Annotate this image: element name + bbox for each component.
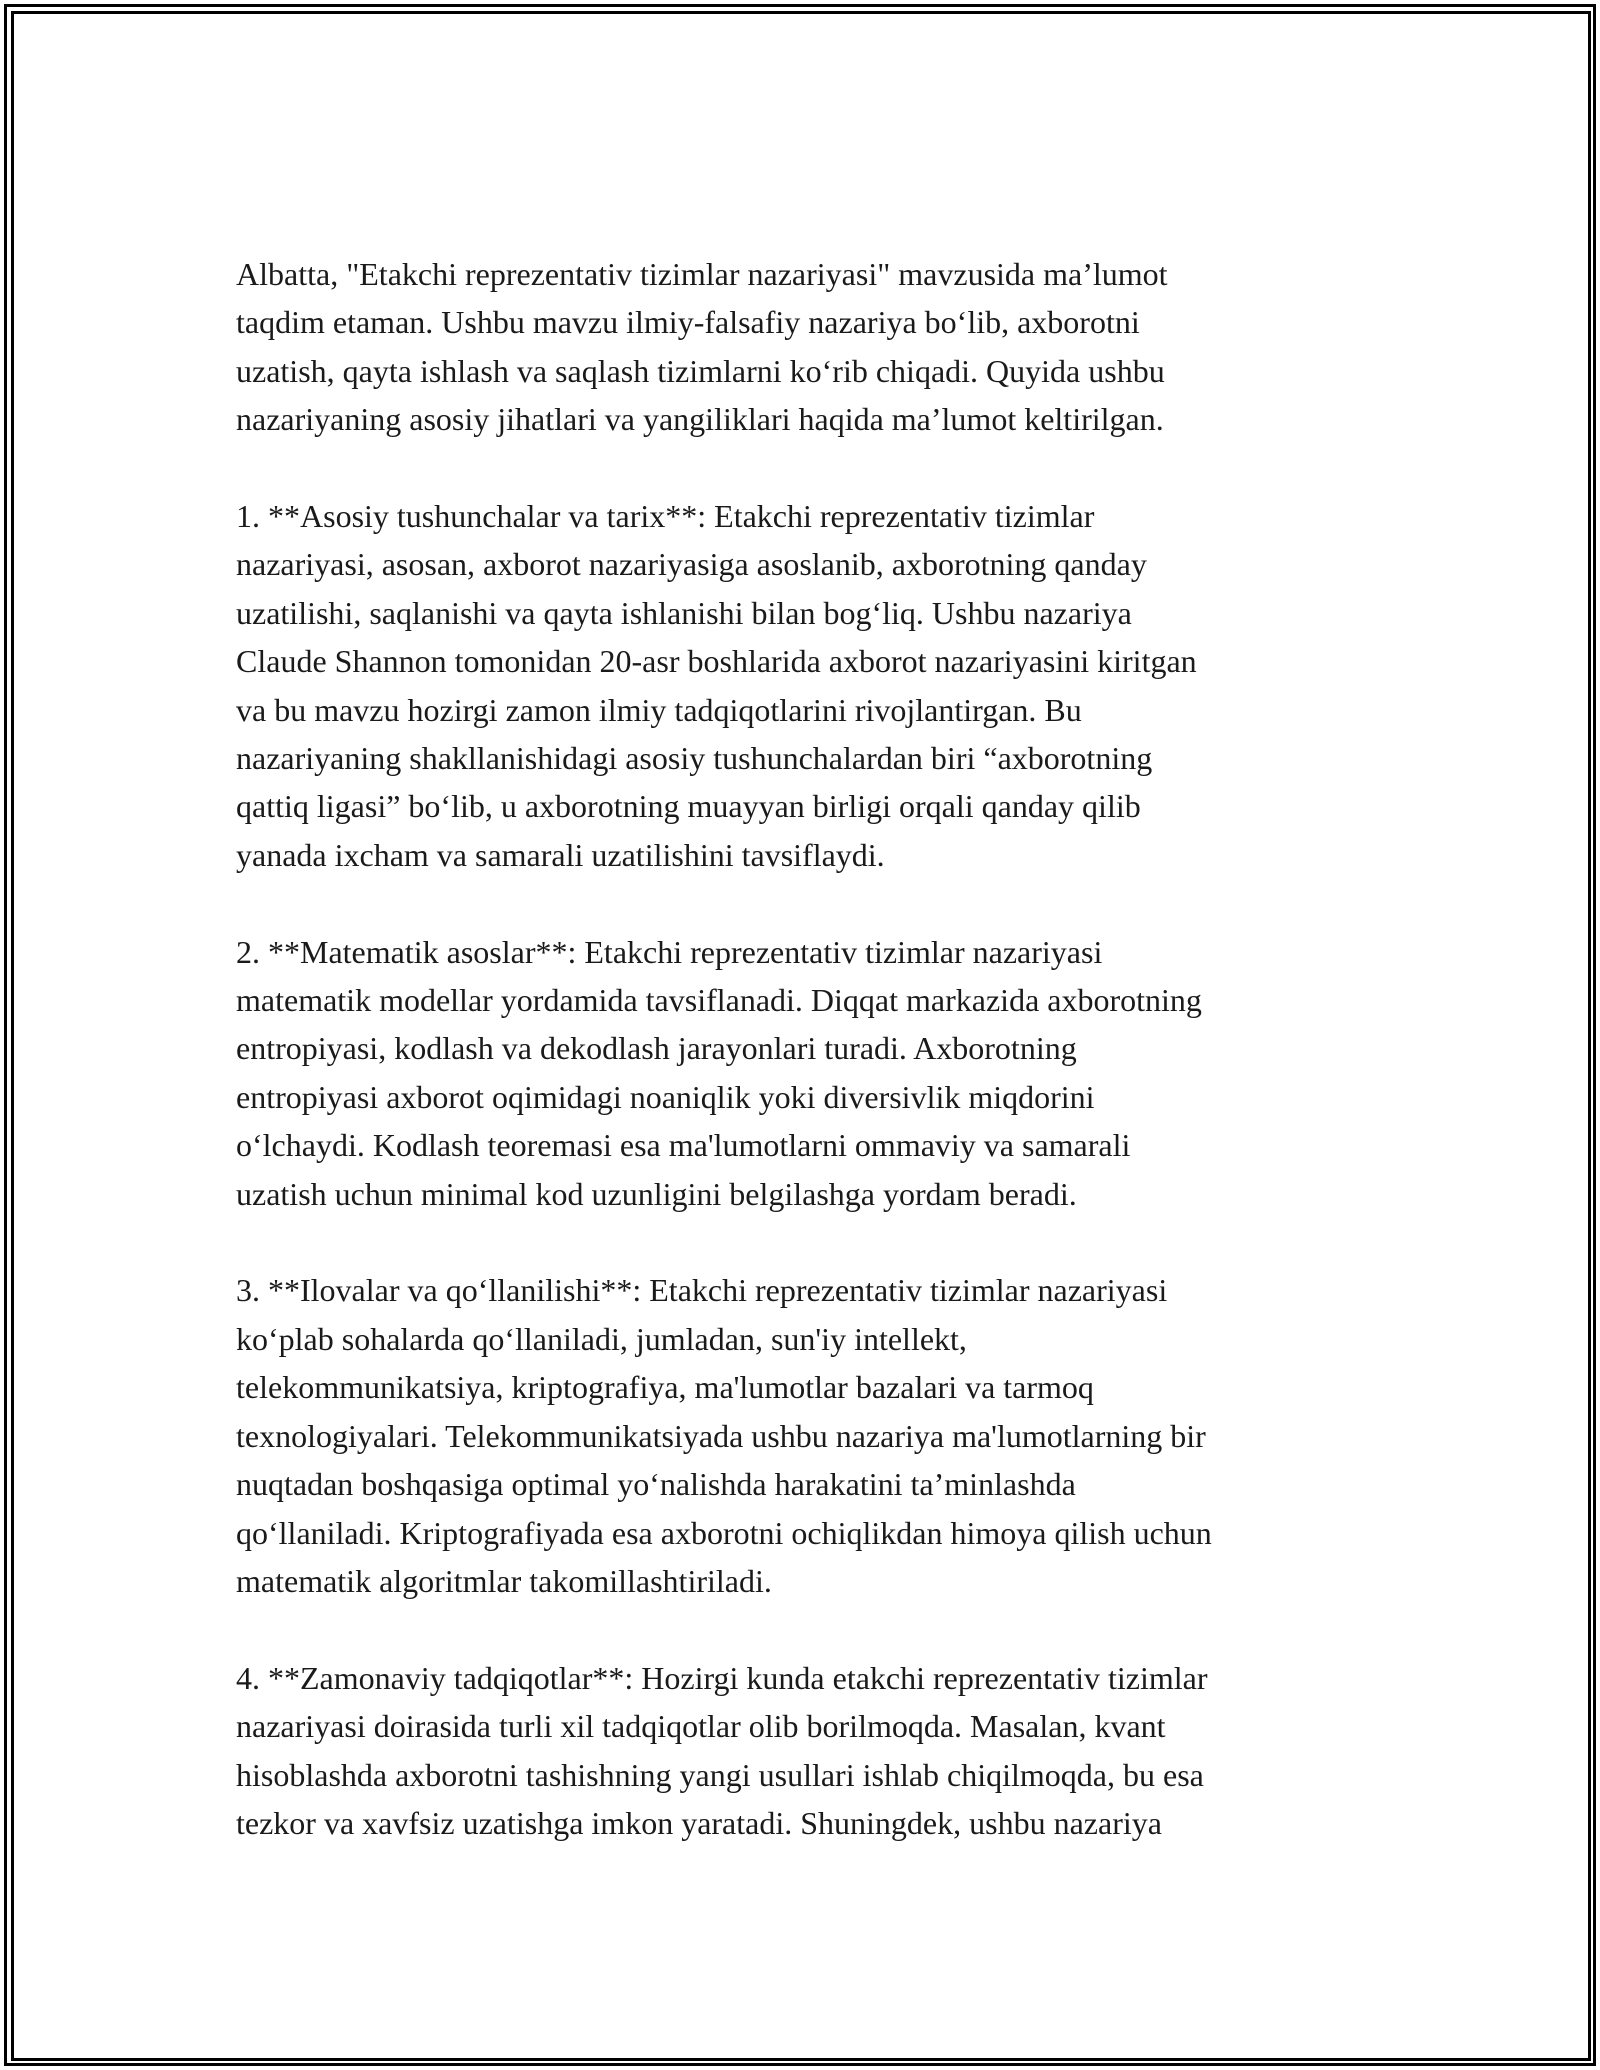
text-line: qattiq ligasi” bo‘lib, u axborotning muayyan birligi orqali qanday qilib [236, 788, 1141, 825]
text-line: uzatish, qayta ishlash va saqlash tizimlarni ko‘rib chiqadi. Quyida ushbu [236, 352, 1165, 389]
text-line: ko‘plab sohalarda qo‘llaniladi, jumladan, sun'iy intellekt, [236, 1320, 967, 1357]
text-line: hisoblashda axborotni tashishning yangi usullari ishlab chiqilmoqda, bu esa [236, 1756, 1204, 1793]
text-line: 4. **Zamonaviy tadqiqotlar**: Hozirgi kunda etakchi reprezentativ tizimlar [236, 1659, 1208, 1696]
text-line: va bu mavzu hozirgi zamon ilmiy tadqiqotlarini rivojlantirgan. Bu [236, 691, 1082, 728]
text-line: Claude Shannon tomonidan 20-asr boshlarida axborot nazariyasini kiritgan [236, 643, 1197, 680]
text-line: Albatta, "Etakchi reprezentativ tizimlar nazariyasi" mavzusida ma’lumot [236, 256, 1168, 292]
text-line: o‘lchaydi. Kodlash teoremasi esa ma'lumotlarni ommaviy va samarali [236, 1127, 1131, 1164]
text-line: entropiyasi axborot oqimidagi noaniqlik yoki diversivlik miqdorini [236, 1078, 1095, 1115]
text-line: nazariyaning shakllanishidagi asosiy tushunchalardan biri “axborotning [236, 740, 1153, 777]
text-line: tezkor va xavfsiz uzatishga imkon yaratadi. Shuningdek, ushbu nazariya [236, 1804, 1162, 1841]
text-line: 1. **Asosiy tushunchalar va tarix**: Etakchi reprezentativ tizimlar [236, 498, 1095, 535]
text-line: 2. **Matematik asoslar**: Etakchi reprezentativ tizimlar nazariyasi [236, 933, 1103, 970]
text-line: nazariyaning asosiy jihatlari va yangiliklari haqida ma’lumot keltirilgan. [236, 401, 1164, 438]
text-line: nazariyasi, asosan, axborot nazariyasiga asoslanib, axborotning qanday [236, 546, 1147, 583]
paragraph-section-1 [236, 492, 1356, 879]
text-line: taqdim etaman. Ushbu mavzu ilmiy-falsafiy nazariya bo‘lib, axborotni [236, 304, 1140, 341]
paragraph-intro [236, 250, 1356, 444]
text-line: 3. **Ilovalar va qo‘llanilishi**: Etakchi reprezentativ tizimlar nazariyasi [236, 1272, 1168, 1309]
text-line: nuqtadan boshqasiga optimal yo‘nalishda harakatini ta’minlashda [236, 1466, 1076, 1503]
text-line: telekommunikatsiya, kriptografiya, ma'lumotlar bazalari va tarmoq [236, 1369, 1094, 1406]
text-line: entropiyasi, kodlash va dekodlash jarayonlari turadi. Axborotning [236, 1030, 1077, 1067]
text-line: yanada ixcham va samarali uzatilishini tavsiflaydi. [236, 836, 885, 873]
text-line: matematik algoritmlar takomillashtiriladi. [236, 1562, 772, 1599]
text-line: nazariyasi doirasida turli xil tadqiqotlar olib borilmoqda. Masalan, kvant [236, 1708, 1166, 1745]
paragraph-section-4 [236, 1654, 1356, 1848]
paragraph-section-3 [236, 1266, 1356, 1605]
paragraph-section-2 [236, 928, 1356, 1218]
text-line: uzatilishi, saqlanishi va qayta ishlanishi bilan bog‘liq. Ushbu nazariya [236, 594, 1132, 631]
document-body [236, 250, 1356, 1896]
text-line: uzatish uchun minimal kod uzunligini belgilashga yordam beradi. [236, 1175, 1077, 1212]
text-line: matematik modellar yordamida tavsiflanadi. Diqqat markazida axborotning [236, 982, 1202, 1019]
text-line: texnologiyalari. Telekommunikatsiyada ushbu nazariya ma'lumotlarning bir [236, 1417, 1206, 1454]
text-line: qo‘llaniladi. Kriptografiyada esa axborotni ochiqlikdan himoya qilish uchun [236, 1514, 1212, 1551]
